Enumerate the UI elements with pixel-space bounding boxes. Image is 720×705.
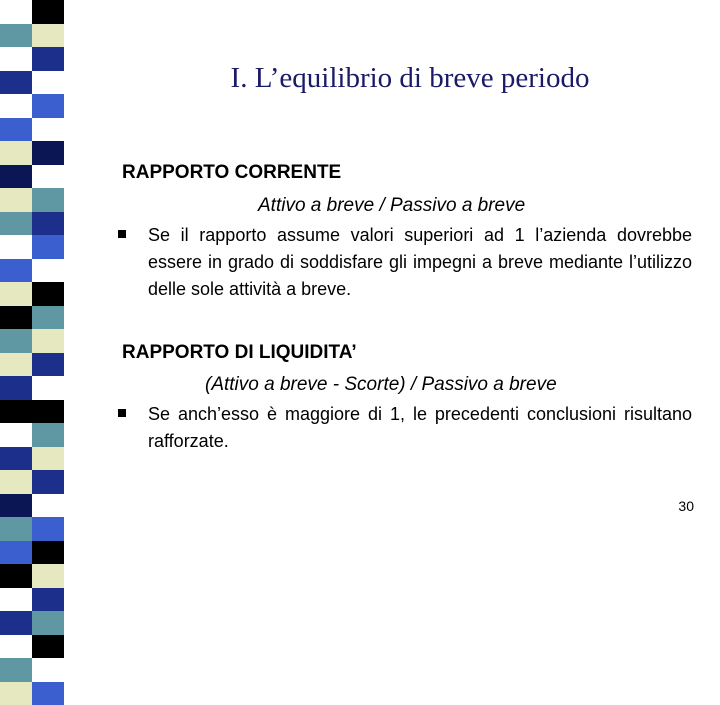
stripe-cell (0, 0, 32, 24)
stripe-cell (0, 94, 32, 118)
stripe-cell (32, 541, 64, 565)
stripe-cell (0, 47, 32, 71)
bullet-square-icon (118, 230, 126, 238)
stripe-cell (32, 682, 64, 705)
stripe-cell (32, 447, 64, 471)
stripe-cell (0, 611, 32, 635)
stripe-cell (32, 24, 64, 48)
stripe-cell (0, 118, 32, 142)
stripe-column-left (0, 0, 32, 540)
stripe-cell (0, 24, 32, 48)
stripe-cell (0, 306, 32, 330)
stripe-cell (32, 353, 64, 377)
stripe-cell (0, 376, 32, 400)
stripe-cell (32, 611, 64, 635)
stripe-cell (0, 235, 32, 259)
stripe-cell (32, 47, 64, 71)
stripe-cell (32, 588, 64, 612)
section-heading-rapporto-liquidita: RAPPORTO DI LIQUIDITA’ (122, 342, 357, 364)
stripe-cell (0, 494, 32, 518)
stripe-cell (32, 635, 64, 659)
stripe-cell (32, 376, 64, 400)
formula-rapporto-corrente: Attivo a breve / Passivo a breve (258, 195, 525, 217)
stripe-cell (32, 212, 64, 236)
stripe-cell (0, 282, 32, 306)
stripe-cell (0, 71, 32, 95)
formula-rapporto-liquidita: (Attivo a breve - Scorte) / Passivo a breve (205, 374, 557, 396)
stripe-cell (32, 141, 64, 165)
bullet-item (118, 222, 692, 303)
stripe-cell (0, 588, 32, 612)
stripe-cell (32, 282, 64, 306)
stripe-cell (32, 470, 64, 494)
stripe-cell (32, 259, 64, 283)
stripe-cell (32, 564, 64, 588)
stripe-cell (0, 400, 32, 424)
bullet-text: Se il rapporto assume valori superiori ad 1 l’azienda dovrebbe essere in grado di soddisfare gli impegni a breve mediante l’utilizzo delle sole attività a breve. (148, 222, 692, 303)
decorative-stripe-bar (0, 0, 64, 540)
section-heading-rapporto-corrente: RAPPORTO CORRENTE (122, 162, 341, 184)
stripe-cell (32, 118, 64, 142)
stripe-cell (0, 635, 32, 659)
stripe-cell (0, 141, 32, 165)
stripe-column-right (32, 0, 64, 540)
bullet-text: Se anch’esso è maggiore di 1, le precedenti conclusioni risultano rafforzate. (148, 401, 692, 455)
stripe-cell (0, 259, 32, 283)
stripe-cell (0, 682, 32, 705)
stripe-cell (32, 494, 64, 518)
slide-title: I. L’equilibrio di breve periodo (110, 62, 710, 95)
stripe-cell (32, 658, 64, 682)
stripe-cell (32, 329, 64, 353)
bullet-square-icon (118, 409, 126, 417)
stripe-cell (32, 0, 64, 24)
stripe-cell (0, 541, 32, 565)
stripe-cell (32, 517, 64, 541)
stripe-cell (32, 306, 64, 330)
stripe-cell (0, 447, 32, 471)
stripe-cell (0, 212, 32, 236)
stripe-cell (32, 400, 64, 424)
bullet-item (118, 401, 692, 455)
stripe-cell (0, 329, 32, 353)
stripe-cell (0, 470, 32, 494)
page-number: 30 (678, 498, 694, 514)
stripe-cell (32, 94, 64, 118)
stripe-cell (0, 165, 32, 189)
stripe-cell (0, 353, 32, 377)
stripe-cell (32, 235, 64, 259)
stripe-cell (0, 658, 32, 682)
stripe-cell (32, 71, 64, 95)
stripe-cell (0, 517, 32, 541)
stripe-cell (0, 564, 32, 588)
stripe-cell (32, 165, 64, 189)
stripe-cell (32, 188, 64, 212)
stripe-cell (32, 423, 64, 447)
stripe-cell (0, 423, 32, 447)
stripe-cell (0, 188, 32, 212)
